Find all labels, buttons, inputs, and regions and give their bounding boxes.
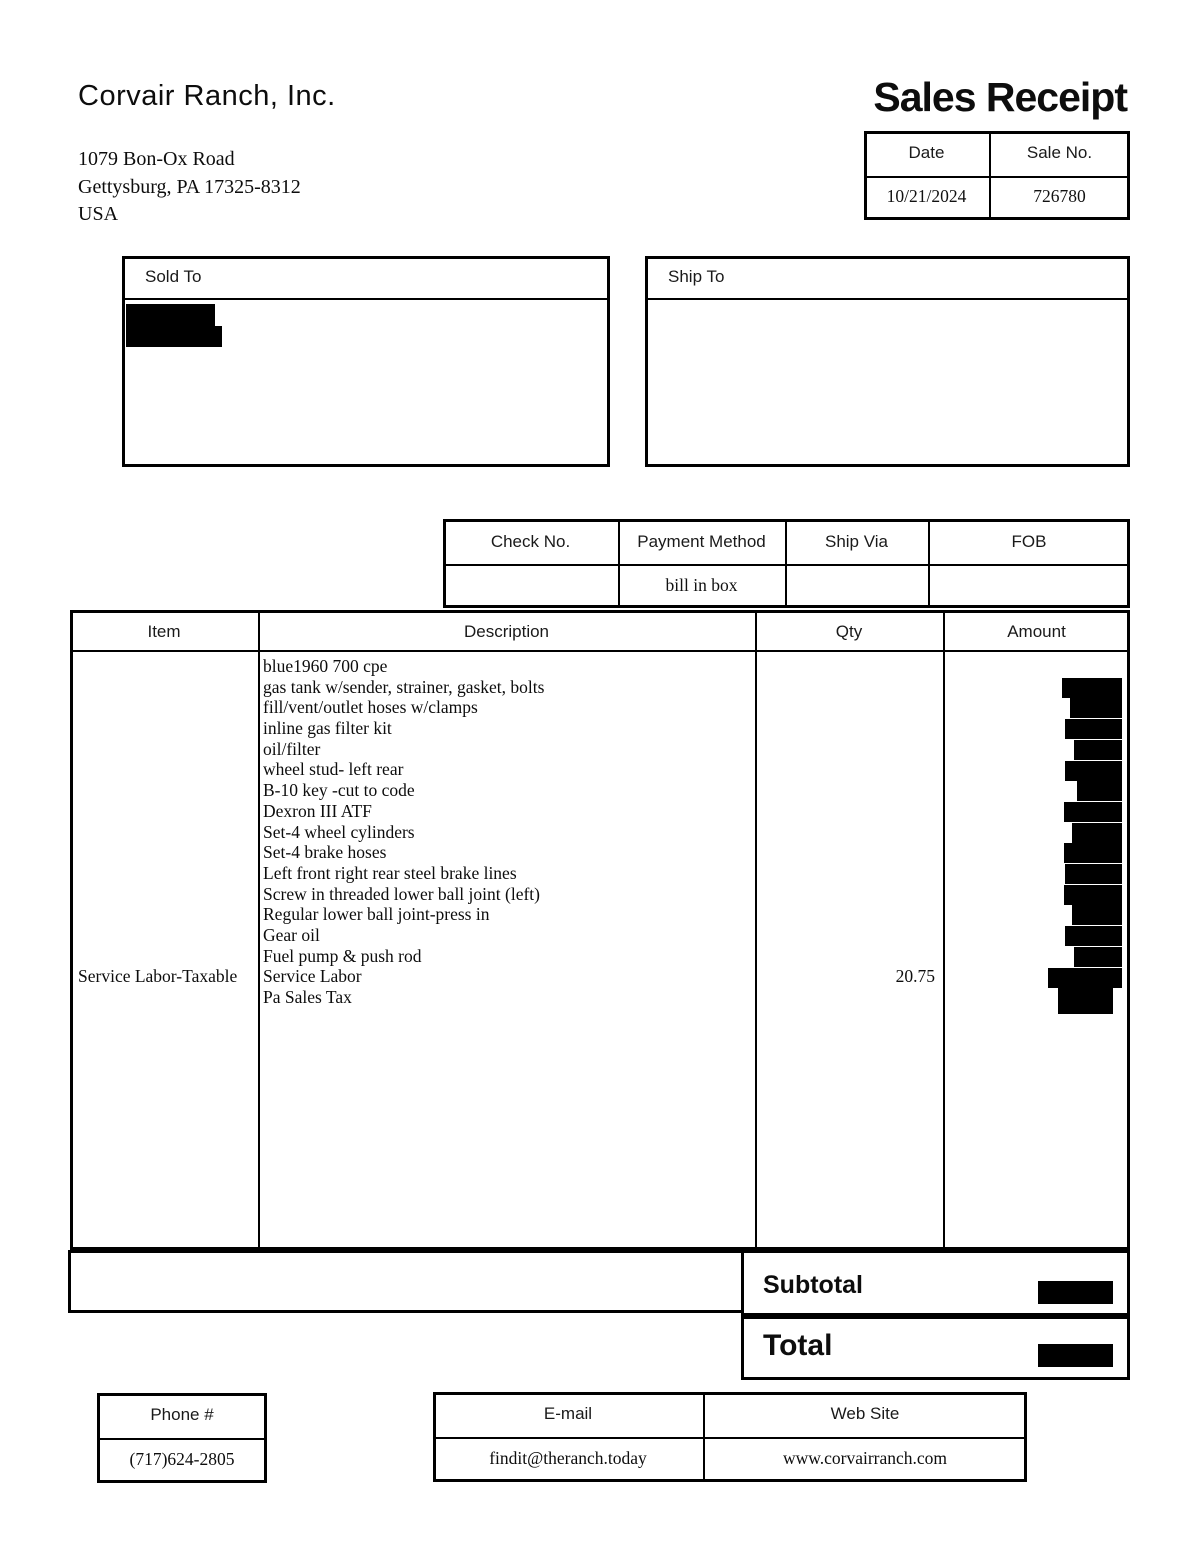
email-value: findit@theranch.today [489, 1448, 647, 1468]
table-divider [943, 613, 945, 1247]
phone-value: (717)624-2805 [129, 1449, 235, 1469]
description-line: Screw in threaded lower ball joint (left) [263, 883, 540, 904]
description-line: Dexron III ATF [263, 800, 372, 821]
description-line: Set-4 wheel cylinders [263, 821, 415, 842]
ship-to-label: Ship To [668, 267, 725, 286]
amount-redaction-block [1062, 678, 1122, 698]
sold-to-redaction-block [126, 326, 222, 347]
amount-redaction-block [1072, 905, 1122, 925]
check-no-header: Check No. [490, 532, 571, 551]
sale-no-value: 726780 [1033, 186, 1086, 206]
description-line: Set-4 brake hoses [263, 842, 387, 863]
description-line: inline gas filter kit [263, 718, 392, 739]
description-line: B-10 key -cut to code [263, 780, 415, 801]
description-line: Left front right rear steel brake lines [263, 862, 517, 883]
payment-method-header: Payment Method [637, 532, 766, 551]
table-divider [125, 298, 607, 300]
amount-redaction-block [1064, 802, 1122, 822]
ship-via-header: Ship Via [824, 532, 888, 551]
table-divider [755, 613, 757, 1247]
subtotal-redaction-block [1038, 1281, 1113, 1304]
company-name: Corvair Ranch, Inc. [78, 80, 336, 112]
item-column-header: Item [147, 622, 181, 641]
company-address [78, 146, 301, 229]
table-divider [446, 564, 1127, 566]
description-line: Service Labor [263, 966, 362, 987]
amount-redaction-block [1048, 968, 1122, 988]
table-divider [100, 1438, 264, 1440]
amount-redaction-block [1074, 740, 1122, 760]
description-line: Pa Sales Tax [263, 987, 352, 1007]
email-label: E-mail [543, 1404, 593, 1423]
amount-redaction-block [1064, 885, 1122, 905]
description-line: Gear oil [263, 924, 320, 945]
address-line: 1079 Bon-Ox Road [78, 148, 235, 170]
sold-to-label: Sold To [145, 267, 202, 286]
amount-redaction-block [1064, 843, 1122, 863]
payment-method-value: bill in box [665, 575, 738, 595]
description-line: blue1960 700 cpe [263, 656, 388, 676]
address-line: Gettysburg, PA 17325-8312 [78, 175, 301, 198]
website-value: www.corvairranch.com [782, 1448, 948, 1468]
ship-to-box [645, 256, 1130, 467]
page-title: Sales Receipt [873, 74, 1127, 120]
fob-header: FOB [1011, 532, 1047, 551]
sold-to-box [122, 256, 610, 467]
amount-redaction-block [1074, 947, 1122, 967]
table-divider [867, 176, 1127, 178]
address-line: USA [78, 203, 119, 225]
description-line: gas tank w/sender, strainer, gasket, bolts [263, 676, 545, 697]
table-divider [436, 1437, 1024, 1439]
amount-redaction-block [1065, 926, 1122, 946]
website-label: Web Site [830, 1404, 900, 1423]
table-divider [258, 613, 260, 1247]
total-redaction-block [1038, 1344, 1113, 1367]
amount-redaction-block [1065, 761, 1122, 781]
amount-redaction-block [1077, 781, 1122, 801]
description-line: Regular lower ball joint-press in [263, 904, 490, 925]
qty-column-header: Qty [835, 622, 863, 641]
bottom-filler-box [68, 1250, 744, 1313]
amount-redaction-block [1058, 988, 1113, 1014]
description-line: wheel stud- left rear [263, 759, 404, 780]
description-line: Fuel pump & push rod [263, 945, 422, 966]
table-divider [73, 650, 1127, 652]
sold-to-redaction-block [126, 304, 215, 326]
sale-no-header: Sale No. [1026, 143, 1093, 162]
phone-label: Phone # [150, 1405, 214, 1424]
amount-redaction-block [1070, 698, 1122, 718]
table-divider [648, 298, 1127, 300]
description-lines [263, 656, 748, 1008]
amount-redaction-block [1065, 719, 1122, 739]
item-name: Service Labor-Taxable [78, 966, 238, 986]
total-label: Total [763, 1329, 833, 1362]
subtotal-label: Subtotal [763, 1271, 863, 1299]
description-column-header: Description [463, 622, 550, 641]
qty-value: 20.75 [895, 966, 935, 986]
date-value: 10/21/2024 [886, 186, 967, 206]
amount-redaction-block [1065, 864, 1122, 884]
amount-column-header: Amount [1007, 622, 1066, 641]
description-line: fill/vent/outlet hoses w/clamps [263, 697, 478, 718]
amount-redaction-block [1072, 823, 1122, 843]
description-line: oil/filter [263, 738, 321, 759]
date-header: Date [908, 143, 945, 162]
